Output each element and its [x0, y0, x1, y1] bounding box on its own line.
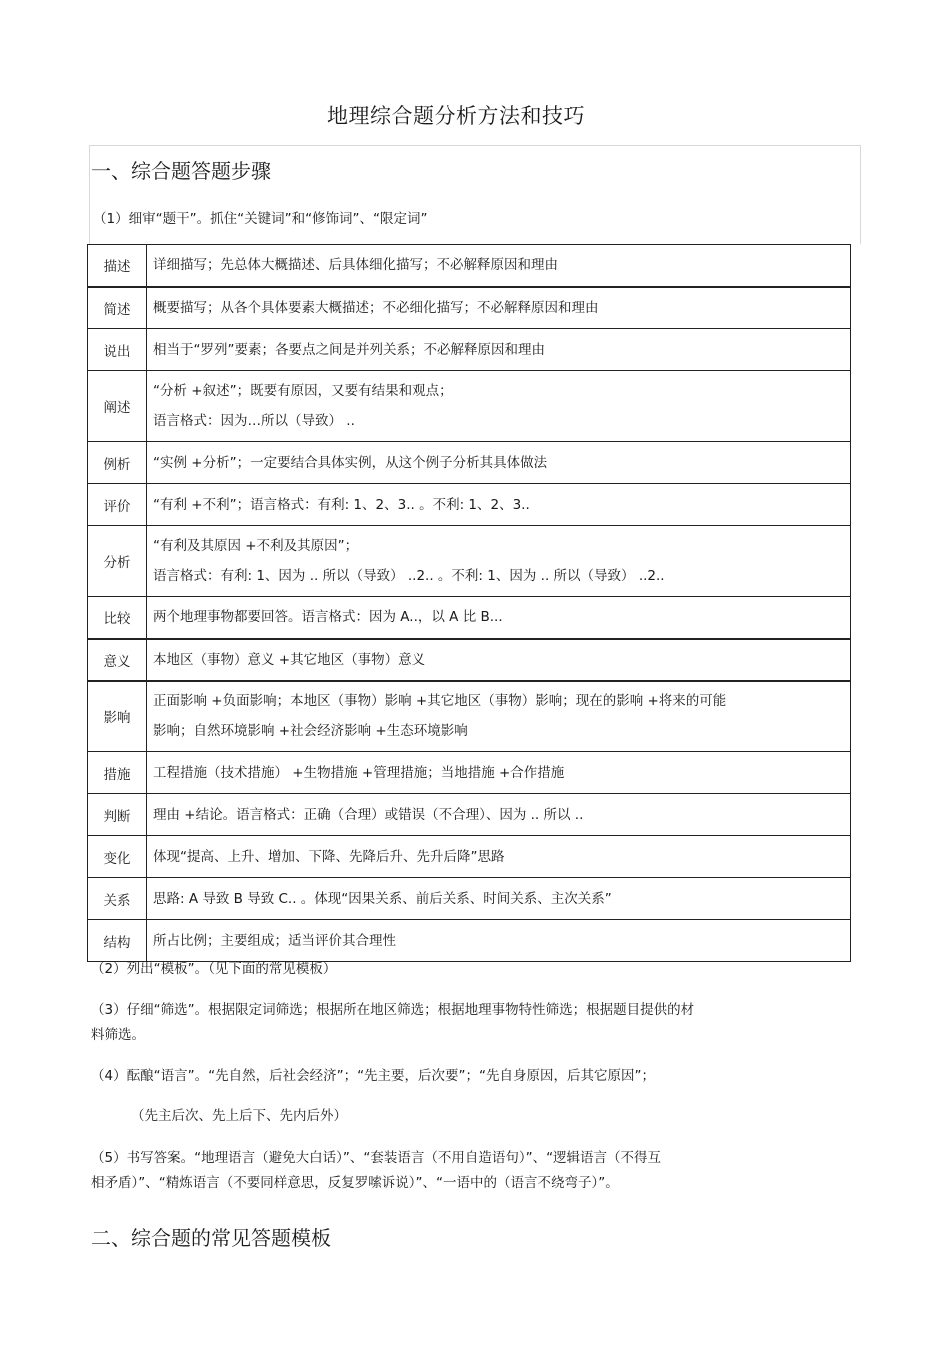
section-1-heading: 一、综合题答题步骤 — [91, 159, 271, 183]
definition-line: “有利 +不利”；语言格式：有利: 1、2、3.. 。不利: 1、2、3.. — [153, 496, 530, 513]
table-row — [88, 794, 851, 836]
table-row — [88, 836, 851, 878]
table-row — [88, 920, 851, 962]
table-row — [88, 597, 851, 639]
term-cell: 简述 — [88, 287, 147, 329]
table-row — [88, 681, 851, 752]
table-row — [88, 752, 851, 794]
terms-table — [87, 244, 851, 962]
definition-line: 所占比例；主要组成；适当评价其合理性 — [153, 932, 396, 949]
definition-line: 两个地理事物都要回答。语言格式：因为 A..，以 A 比 B... — [153, 609, 503, 626]
definition-line: 影响；自然环境影响 +社会经济影响 +生态环境影响 — [153, 723, 468, 740]
table-row — [88, 484, 851, 526]
step-5-line: （5）书写答案。“地理语言（避免大白话）”、“套装语言（不用自造语句）”、“逻辑语言（不得互 — [91, 1150, 662, 1166]
term-cell: 结构 — [88, 920, 147, 962]
step-5-line: 相矛盾）”、“精炼语言（不要同样意思，反复罗嗦诉说）”、“一语中的（语言不绕弯子）”。 — [91, 1175, 619, 1191]
term-cell: 分析 — [88, 526, 147, 597]
term-cell: 影响 — [88, 681, 147, 752]
definition-line: 思路: A 导致 B 导致 C.. 。体现“因果关系、前后关系、时间关系、主次关系” — [153, 890, 612, 907]
definition-cell — [147, 526, 851, 597]
definition-cell — [147, 329, 851, 371]
definition-cell — [147, 752, 851, 794]
table-row — [88, 878, 851, 920]
definition-line: 概要描写；从各个具体要素大概描述；不必细化描写；不必解释原因和理由 — [153, 299, 599, 316]
section-2-heading: 二、综合题的常见答题模板 — [91, 1226, 331, 1250]
step-2-text: （2）列出“模板”。（见下面的常见模板） — [91, 961, 337, 977]
definition-cell — [147, 878, 851, 920]
term-cell: 变化 — [88, 836, 147, 878]
definition-cell — [147, 836, 851, 878]
definition-line: 正面影响 +负面影响；本地区（事物）影响 +其它地区（事物）影响；现在的影响 +将来的可能 — [153, 693, 727, 710]
step-4-text: （4）酝酿“语言”。“先自然，后社会经济”；“先主要，后次要”；“先自身原因，后其它原因”； — [91, 1068, 656, 1084]
definition-line: “实例 +分析”；一定要结合具体实例，从这个例子分析其具体做法 — [153, 454, 548, 471]
definition-cell — [147, 442, 851, 484]
definition-line: 详细描写；先总体大概描述、后具体细化描写；不必解释原因和理由 — [153, 257, 558, 274]
definition-line: 语言格式：有利: 1、因为 .. 所以（导致） ..2.. 。不利: 1、因为 .. 所以（导致） ..2.. — [153, 568, 665, 584]
table-row — [88, 442, 851, 484]
term-cell: 评价 — [88, 484, 147, 526]
table-row — [88, 526, 851, 597]
table-row — [88, 245, 851, 287]
definition-line: 体现“提高、上升、增加、下降、先降后升、先升后降”思路 — [153, 848, 505, 865]
definition-cell — [147, 597, 851, 639]
term-cell: 描述 — [88, 245, 147, 287]
definition-line: 理由 +结论。语言格式：正确（合理）或错误（不合理）、因为 .. 所以 .. — [153, 806, 584, 823]
step-3-text — [91, 998, 781, 1048]
term-cell: 例析 — [88, 442, 147, 484]
term-cell: 判断 — [88, 794, 147, 836]
table-row — [88, 371, 851, 442]
step-3-line: 料筛选。 — [91, 1027, 145, 1043]
step-1-text: （1）细审“题干”。抓住“关键词”和“修饰词”、“限定词” — [93, 211, 428, 227]
term-cell: 意义 — [88, 639, 147, 681]
term-cell: 措施 — [88, 752, 147, 794]
term-cell: 阐述 — [88, 371, 147, 442]
term-cell: 关系 — [88, 878, 147, 920]
definition-line: “分析 +叙述”；既要有原因，又要有结果和观点； — [153, 383, 453, 399]
term-cell: 说出 — [88, 329, 147, 371]
table-row — [88, 287, 851, 329]
definition-line: 语言格式：因为…所以（导致） .. — [153, 413, 355, 429]
definition-cell — [147, 245, 851, 287]
definition-line: “有利及其原因 +不利及其原因”； — [153, 538, 359, 554]
definition-cell — [147, 371, 851, 442]
definition-line: 相当于“罗列”要素；各要点之间是并列关系；不必解释原因和理由 — [153, 341, 545, 358]
table-row — [88, 329, 851, 371]
definition-line: 本地区（事物）意义 +其它地区（事物）意义 — [153, 651, 426, 668]
definition-line: 工程措施（技术措施） +生物措施 +管理措施；当地措施 +合作措施 — [153, 764, 565, 781]
step-3-line: （3）仔细“筛选”。根据限定词筛选；根据所在地区筛选；根据地理事物特性筛选；根据题目提供的材 — [91, 1002, 695, 1018]
definition-cell — [147, 639, 851, 681]
definition-cell — [147, 794, 851, 836]
term-cell: 比较 — [88, 597, 147, 639]
document-title: 地理综合题分析方法和技巧 — [327, 104, 585, 128]
step-5-text — [91, 1146, 781, 1196]
definition-cell — [147, 681, 851, 752]
step-4-note: （先主后次、先上后下、先内后外） — [131, 1108, 347, 1124]
definition-cell — [147, 920, 851, 962]
definition-cell — [147, 484, 851, 526]
table-row — [88, 639, 851, 681]
definition-cell — [147, 287, 851, 329]
